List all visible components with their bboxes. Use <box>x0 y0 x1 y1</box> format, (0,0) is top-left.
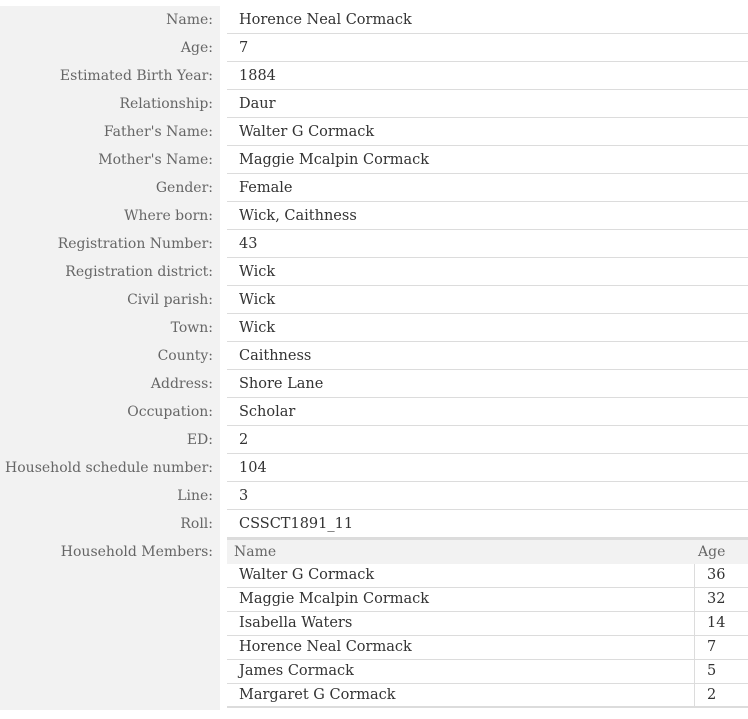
field-row-county <box>0 342 748 370</box>
field-value: Shore Lane <box>227 370 748 398</box>
field-value: Caithness <box>227 342 748 370</box>
field-value: Horence Neal Cormack <box>227 6 748 34</box>
field-value: 3 <box>227 482 748 510</box>
household-member-row <box>227 684 748 708</box>
field-row-registration-number <box>0 230 748 258</box>
household-member-row <box>227 660 748 684</box>
member-name: Isabella Waters <box>239 615 353 631</box>
field-value: 2 <box>227 426 748 454</box>
field-label: Relationship: <box>0 90 220 118</box>
column-header-name: Name <box>234 544 277 560</box>
field-value: 7 <box>227 34 748 62</box>
field-row-name <box>0 6 748 34</box>
member-age: 5 <box>694 660 748 683</box>
field-label: Father's Name: <box>0 118 220 146</box>
field-label: Age: <box>0 34 220 62</box>
field-label: Household schedule number: <box>0 454 220 482</box>
member-age: 36 <box>694 564 748 587</box>
field-row-address <box>0 370 748 398</box>
field-row-registration-district <box>0 258 748 286</box>
field-row-household-schedule <box>0 454 748 482</box>
member-name: Margaret G Cormack <box>239 687 396 703</box>
member-age: 14 <box>694 612 748 635</box>
field-value: Wick <box>227 286 748 314</box>
field-row-father <box>0 118 748 146</box>
field-row-ed <box>0 426 748 454</box>
field-row-town <box>0 314 748 342</box>
field-label: Town: <box>0 314 220 342</box>
field-row-occupation <box>0 398 748 426</box>
field-value: Wick <box>227 258 748 286</box>
field-value: 1884 <box>227 62 748 90</box>
column-header-age: Age <box>698 544 726 560</box>
household-member-row <box>227 636 748 660</box>
field-label: Gender: <box>0 174 220 202</box>
member-age: 32 <box>694 588 748 611</box>
member-name: Maggie Mcalpin Cormack <box>239 591 430 607</box>
field-row-birthplace <box>0 202 748 230</box>
household-members-table <box>227 538 748 710</box>
household-member-row <box>227 588 748 612</box>
field-value: 43 <box>227 230 748 258</box>
member-name: James Cormack <box>239 663 354 679</box>
member-name: Walter G Cormack <box>239 567 375 583</box>
field-label: ED: <box>0 426 220 454</box>
field-label: Roll: <box>0 510 220 538</box>
field-value: Maggie Mcalpin Cormack <box>227 146 748 174</box>
household-table-header <box>227 538 748 564</box>
field-label: Name: <box>0 6 220 34</box>
household-member-row <box>227 612 748 636</box>
field-label: Occupation: <box>0 398 220 426</box>
field-label: Address: <box>0 370 220 398</box>
field-row-mother <box>0 146 748 174</box>
record-details-table <box>0 6 748 710</box>
field-label: Household Members: <box>0 538 220 710</box>
field-value: Wick, Caithness <box>227 202 748 230</box>
field-row-line <box>0 482 748 510</box>
field-row-age <box>0 34 748 62</box>
field-value: Walter G Cormack <box>227 118 748 146</box>
field-row-gender <box>0 174 748 202</box>
field-label: County: <box>0 342 220 370</box>
field-value: Daur <box>227 90 748 118</box>
field-value: Female <box>227 174 748 202</box>
member-age: 2 <box>694 684 748 706</box>
field-label: Registration Number: <box>0 230 220 258</box>
field-label: Registration district: <box>0 258 220 286</box>
field-row-roll <box>0 510 748 538</box>
field-label: Line: <box>0 482 220 510</box>
field-row-civil-parish <box>0 286 748 314</box>
field-label: Estimated Birth Year: <box>0 62 220 90</box>
field-row-relationship <box>0 90 748 118</box>
household-member-row <box>227 564 748 588</box>
member-name: Horence Neal Cormack <box>239 639 412 655</box>
field-label: Civil parish: <box>0 286 220 314</box>
field-value: CSSCT1891_11 <box>227 510 748 538</box>
field-value: 104 <box>227 454 748 482</box>
member-age: 7 <box>694 636 748 659</box>
field-value: Wick <box>227 314 748 342</box>
field-row-household-members <box>0 538 748 710</box>
field-label: Mother's Name: <box>0 146 220 174</box>
field-row-birth-year <box>0 62 748 90</box>
field-value: Scholar <box>227 398 748 426</box>
field-label: Where born: <box>0 202 220 230</box>
